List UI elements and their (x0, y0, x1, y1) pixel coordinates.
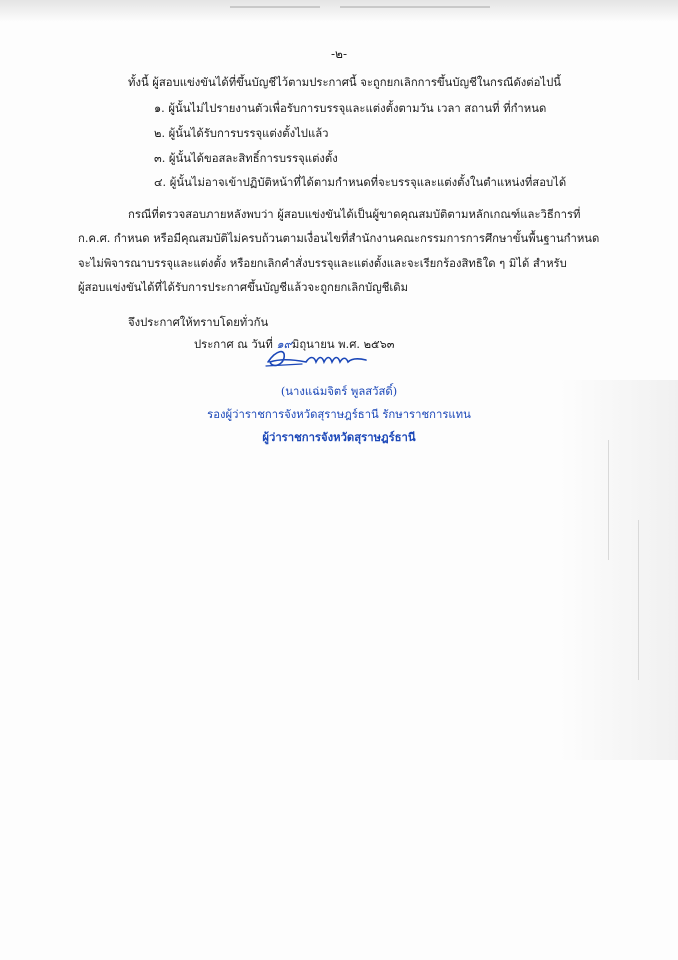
bleed-through-top (0, 0, 678, 22)
date-day-handwritten: ๑๙ (276, 338, 292, 351)
bleed-line (638, 520, 639, 680)
paragraph-line: กรณีที่ตรวจสอบภายหลังพบว่า ผู้สอบแข่งขันได้เป็นผู้ขาดคุณสมบัติตามหลักเกณฑ์และวิธีการที่ (128, 208, 581, 221)
signatory-title: ผู้ว่าราชการจังหวัดสุราษฎร์ธานี (262, 430, 416, 444)
bleed-mark (230, 6, 320, 8)
condition-item: ๔. ผู้นั้นไม่อาจเข้าปฏิบัติหน้าที่ได้ตามกำหนดที่จะบรรจุและแต่งตั้งในตำแหน่งที่สอบได้ (154, 176, 567, 189)
page-number: -๒- (330, 47, 348, 61)
paragraph-line: จะไม่พิจารณาบรรจุและแต่งตั้ง หรือยกเลิกคำสั่งบรรจุและแต่งตั้งและจะเรียกร้องสิทธิใด ๆ มิได้ สำหรับ (78, 257, 567, 270)
condition-item: ๑. ผู้นั้นไม่ไปรายงานตัวเพื่อรับการบรรจุและแต่งตั้งตามวัน เวลา สถานที่ ที่กำหนด (154, 102, 547, 115)
bleed-mark (340, 6, 490, 8)
signature-icon (262, 344, 372, 372)
intro-text: ทั้งนี้ ผู้สอบแข่งขันได้ที่ขึ้นบัญชีไว้ตามประกาศนี้ จะถูกยกเลิกการขึ้นบัญชีในกรณีดังต่อไปนี้ (128, 76, 561, 89)
signatory-name: (นางแฉ่มจิตร์ พูลสวัสดิ์) (280, 385, 398, 398)
date-prefix: ประกาศ ณ วันที่ (194, 338, 273, 351)
announcement-text: จึงประกาศให้ทราบโดยทั่วกัน (128, 316, 269, 329)
signatory-position: รองผู้ว่าราชการจังหวัดสุราษฎร์ธานี รักษาราชการแทน (207, 408, 471, 421)
paragraph-line: ผู้สอบแข่งขันได้ที่ได้รับการประกาศขึ้นบัญชีแล้วจะถูกยกเลิกบัญชีเดิม (78, 281, 409, 294)
bleed-line (608, 440, 609, 560)
condition-item: ๓. ผู้นั้นได้ขอสละสิทธิ์การบรรจุแต่งตั้ง (154, 152, 338, 165)
condition-item: ๒. ผู้นั้นได้รับการบรรจุแต่งตั้งไปแล้ว (154, 127, 329, 140)
paragraph-line: ก.ค.ศ. กำหนด หรือมีคุณสมบัติไม่ครบถ้วนตามเงื่อนไขที่สำนักงานคณะกรรมการการศึกษาขั้นพื้นฐานกำหนด (78, 232, 600, 245)
date-rest: มิถุนายน พ.ศ. ๒๕๖๓ (291, 338, 395, 351)
